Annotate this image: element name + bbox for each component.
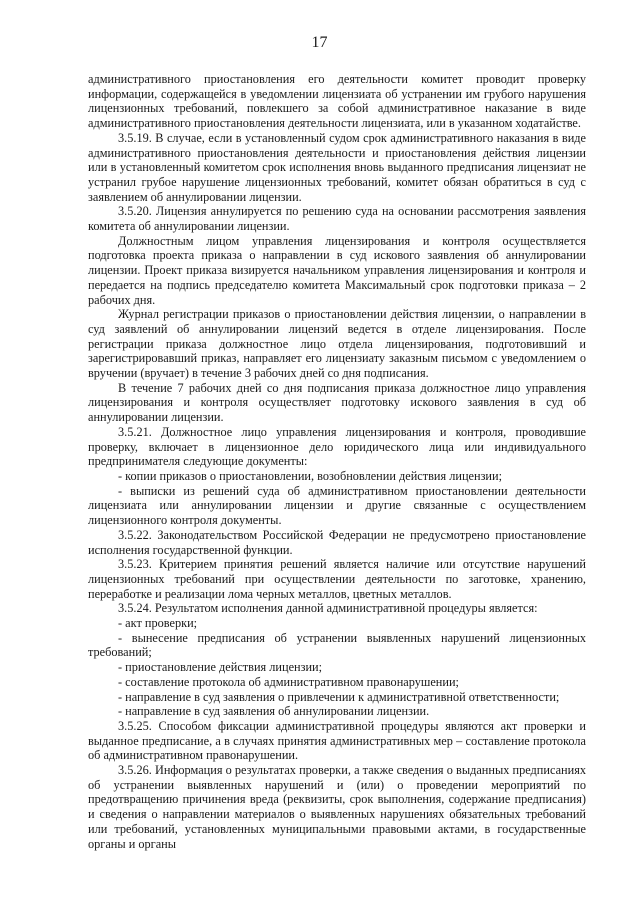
document-body bbox=[88, 72, 586, 851]
paragraph: В течение 7 рабочих дней со дня подписания приказа должностное лицо управления лицензирования и контроля осуществляет подготовку искового заявления в суд об аннулировании лицензии. bbox=[88, 380, 586, 425]
list-item: - выписки из решений суда об административном приостановлении деятельности лицензиата или аннулировании лицензии и другие связанные с осуществлением лицензионного контроля документы. bbox=[88, 483, 586, 528]
list-item: - направление в суд заявления об аннулировании лицензии. bbox=[118, 704, 430, 719]
paragraph: 3.5.23. Критерием принятия решений является наличие или отсутствие нарушений лицензионных требований при осуществлении деятельности по заготовке, хранению, переработке и реализации лома черных металлов, цветных металлов. bbox=[88, 557, 586, 601]
list-item: - копии приказов о приостановлении, возобновлении действия лицензии; bbox=[118, 468, 503, 483]
paragraph: 3.5.25. Способом фиксации административной процедуры являются акт проверки и выданное предписание, а в случаях принятия административных мер – составление протокола об административном правонарушении. bbox=[88, 718, 586, 763]
list-item: - составление протокола об административном правонарушении; bbox=[118, 674, 459, 689]
paragraph: Журнал регистрации приказов о приостановлении действия лицензии, о направлении в суд заявлений об аннулировании лицензий ведется в отделе лицензирования. После регистрации приказа должностное лицо отдела лицензирования, подготовивший и зарегистрировавший приказ, направляет его лицензиату заказным письмом с уведомлением о вручении (вручает) в течение 3 рабочих дней со дня подписания. bbox=[88, 307, 586, 381]
paragraph: 3.5.22. Законодательством Российской Федерации не предусмотрено приостановление исполнения государственной функции. bbox=[88, 527, 586, 557]
paragraph: 3.5.21. Должностное лицо управления лицензирования и контроля, проводившие проверку, включает в лицензионное дело юридического лица или индивидуального предпринимателя следующие документы: bbox=[88, 424, 586, 469]
paragraph: 3.5.26. Информация о результатах проверки, а также сведения о выданных предписаниях об устранении выявленных нарушений и (или) о проведении мероприятий по предотвращению причинения вреда (реквизиты, срок выполнения, содержание предписания) и сведения о направлении материалов о выявленных нарушениях обязательных требований или требований, установленных муниципальными правовыми актами, в государственные органы и органы bbox=[88, 763, 586, 851]
paragraph: административного приостановления его деятельности комитет проводит проверку информации, содержащейся в уведомлении лицензиата об устранении им грубого нарушения лицензионных требований, повлекшего за собой административное наказание в виде административного приостановления деятельности лицензиата, или в указанном ходатайстве. bbox=[88, 72, 586, 131]
paragraph: 3.5.24. Результатом исполнения данной административной процедуры является: bbox=[118, 601, 538, 616]
paragraph: 3.5.19. В случае, если в установленный судом срок административного наказания в виде административного приостановления деятельности и приостановления действия лицензии или в установленный комитетом срок исполнения вновь выданного предписания лицензиат не устранил грубое нарушение лицензионных требований, комитет обязан обратиться в суд с заявлением об аннулировании лицензии. bbox=[88, 130, 586, 204]
paragraph: 3.5.20. Лицензия аннулируется по решению суда на основании рассмотрения заявления комитета об аннулировании лицензии. bbox=[88, 204, 586, 234]
paragraph: Должностным лицом управления лицензирования и контроля осуществляется подготовка проекта приказа о направлении в суд искового заявления об аннулировании лицензии. Проект приказа визируется начальником управления лицензирования и контроля и передается на подпись председателю комитета Максимальный срок подготовки приказа – 2 рабочих дня. bbox=[88, 233, 586, 307]
page-number: 17 bbox=[311, 34, 328, 51]
list-item: - акт проверки; bbox=[118, 616, 198, 631]
list-item: - направление в суд заявления о привлечении к административной ответственности; bbox=[118, 689, 560, 704]
list-item: - приостановление действия лицензии; bbox=[118, 660, 323, 675]
list-item: - вынесение предписания об устранении выявленных нарушений лицензионных требований; bbox=[88, 630, 586, 660]
